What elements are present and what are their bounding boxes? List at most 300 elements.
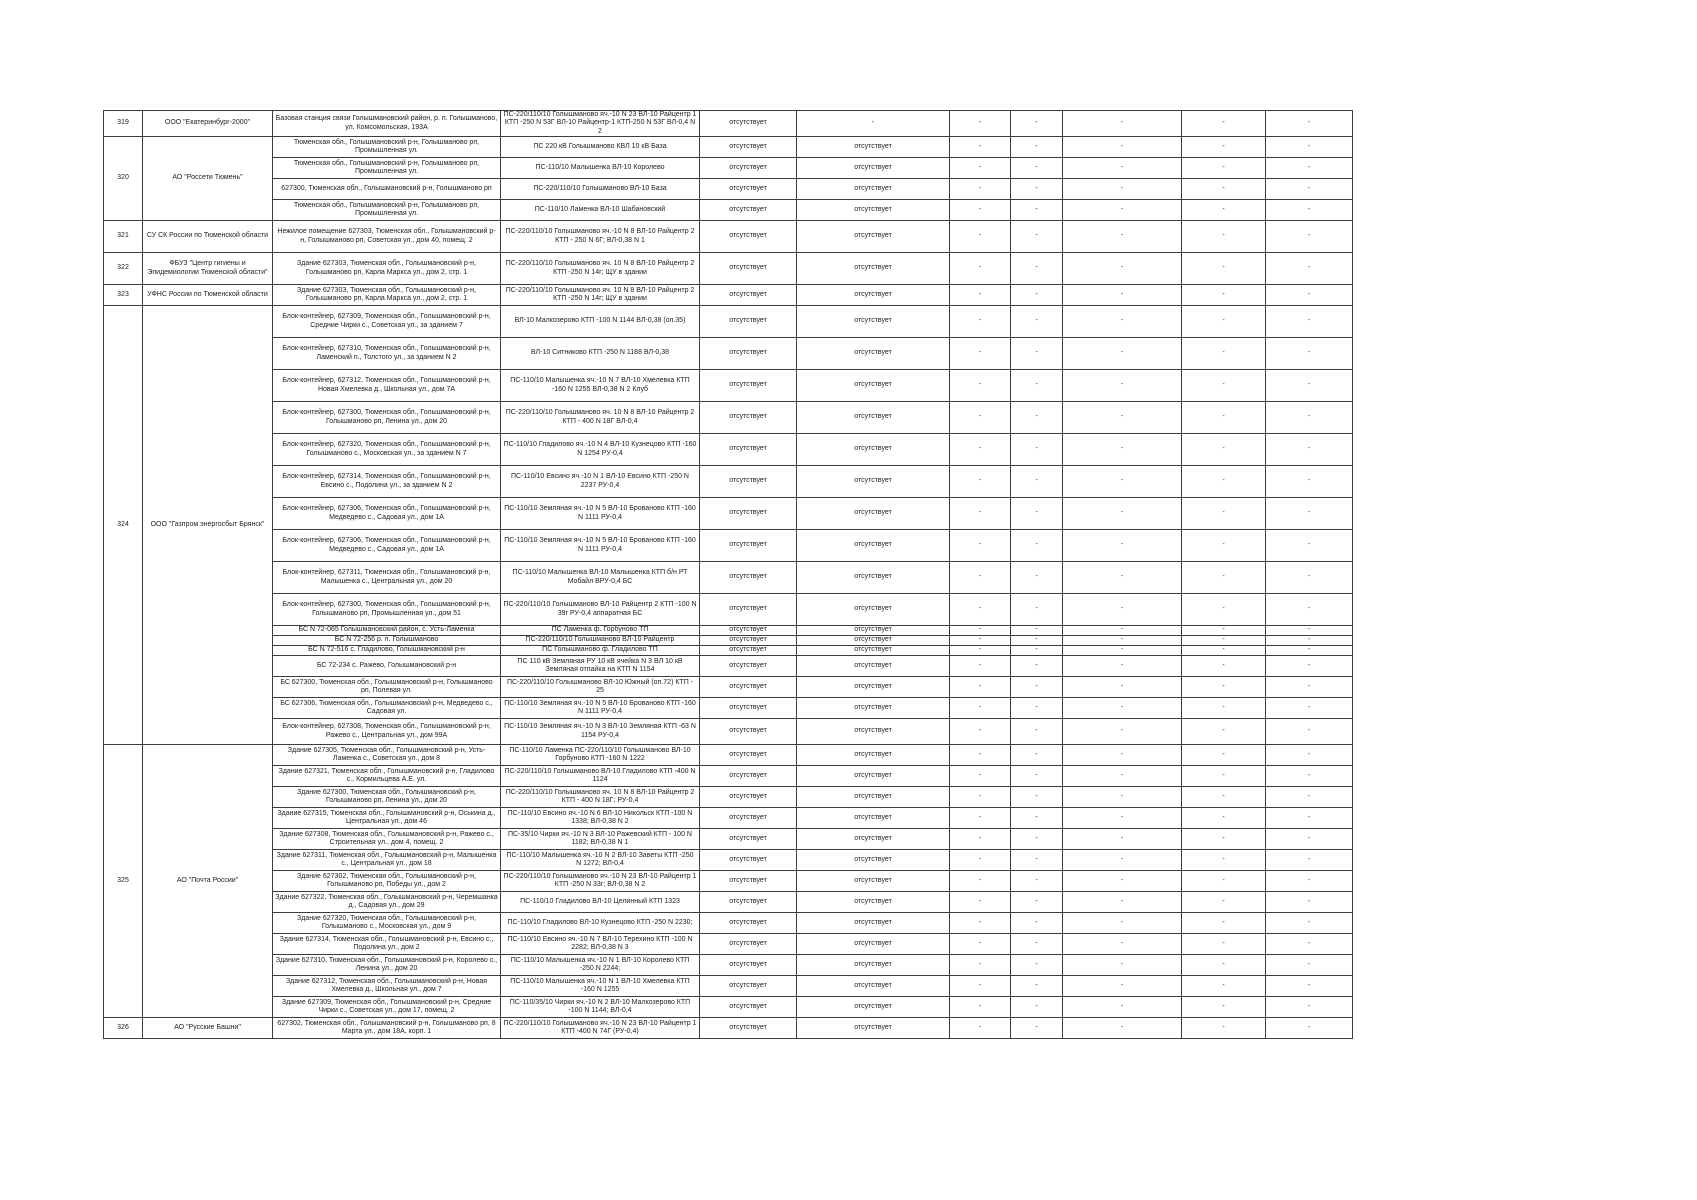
power-line-cell: ПС-220/110/10 Голышманово яч.-10 N 23 ВЛ-10 Райцентр 1 КТП -250 N 53Г ВЛ-10 Райцентр-1 КТП-250 N 53Г ВЛ-0,4 N 2	[501, 111, 700, 137]
status-cell: отсутствует	[700, 434, 797, 466]
organization-cell: ООО "Екатеринбург-2000"	[143, 111, 273, 137]
col8-cell: -	[1011, 111, 1063, 137]
status-cell: отсутствует	[700, 338, 797, 370]
col9-cell: -	[1063, 997, 1182, 1018]
row-number-cell: 319	[104, 111, 143, 137]
status2-cell: отсутствует	[797, 698, 950, 719]
col9-cell: -	[1063, 955, 1182, 976]
col7-cell: -	[950, 179, 1011, 200]
power-line-cell: ПС-220/110/10 Голышманово ВЛ-10 База	[501, 179, 700, 200]
col8-cell: -	[1011, 338, 1063, 370]
col11-cell: -	[1266, 402, 1353, 434]
col8-cell: -	[1011, 158, 1063, 179]
col10-cell: -	[1182, 719, 1266, 745]
table-row	[104, 892, 1353, 913]
status-cell: отсутствует	[700, 850, 797, 871]
status2-cell: отсутствует	[797, 719, 950, 745]
col7-cell: -	[950, 787, 1011, 808]
col11-cell: -	[1266, 787, 1353, 808]
status-cell: отсутствует	[700, 402, 797, 434]
status2-cell: отсутствует	[797, 338, 950, 370]
status2-cell: -	[797, 111, 950, 137]
status2-cell: отсутствует	[797, 787, 950, 808]
status-cell: отсутствует	[700, 636, 797, 646]
col10-cell: -	[1182, 221, 1266, 253]
row-number-cell: 322	[104, 253, 143, 285]
power-line-cell: ПС-110/10 Ламенка ВЛ-10 Шабановский	[501, 200, 700, 221]
address-cell: Здание 627300, Тюменская обл., Голышмановский р-н, Голышманово рп, Ленина ул., дом 20	[273, 787, 501, 808]
table-row	[104, 976, 1353, 997]
col8-cell: -	[1011, 787, 1063, 808]
status-cell: отсутствует	[700, 871, 797, 892]
col10-cell: -	[1182, 158, 1266, 179]
status-cell: отсутствует	[700, 656, 797, 677]
status2-cell: отсутствует	[797, 562, 950, 594]
address-cell: БС N 72-516 с. Гладилово, Голышмановский р-н	[273, 646, 501, 656]
table-body	[104, 111, 1353, 1039]
table-row	[104, 808, 1353, 829]
address-cell: Блок-контейнер, 627306, Тюменская обл., Голышмановский р-н, Медведево с., Садовая ул., дом 1А	[273, 498, 501, 530]
col11-cell: -	[1266, 626, 1353, 636]
col9-cell: -	[1063, 253, 1182, 285]
status2-cell: отсутствует	[797, 636, 950, 646]
col8-cell: -	[1011, 530, 1063, 562]
col11-cell: -	[1266, 137, 1353, 158]
col11-cell: -	[1266, 594, 1353, 626]
col11-cell: -	[1266, 934, 1353, 955]
table-row	[104, 1018, 1353, 1039]
col8-cell: -	[1011, 850, 1063, 871]
col8-cell: -	[1011, 766, 1063, 787]
power-line-cell: ПС-110/10 Малышенка яч.-10 N 2 ВЛ-10 Заветы КТП -250 N 1272; ВЛ-0,4	[501, 850, 700, 871]
col9-cell: -	[1063, 200, 1182, 221]
power-line-cell: ПС-220/110/10 Голышманово яч. 10 N 8 ВЛ-10 Райцентр 2 КТП - 400 N 18Г ВЛ-0,4	[501, 402, 700, 434]
col11-cell: -	[1266, 808, 1353, 829]
col10-cell: -	[1182, 636, 1266, 646]
power-line-cell: ПС-220/110/10 Голышманово ВЛ-10 Райцентр	[501, 636, 700, 646]
status2-cell: отсутствует	[797, 656, 950, 677]
power-line-cell: ПС 110 кВ Земляная РУ 10 кВ ячейка N 3 ВЛ 10 кВ Земляная отпайка на КТП N 1154	[501, 656, 700, 677]
col9-cell: -	[1063, 766, 1182, 787]
row-number-cell: 323	[104, 285, 143, 306]
col11-cell: -	[1266, 745, 1353, 766]
col7-cell: -	[950, 530, 1011, 562]
col9-cell: -	[1063, 829, 1182, 850]
power-line-cell: ПС-110/10 Малышенка яч.-10 N 7 ВЛ-10 Хмелевка КТП -160 N 1255 ВЛ-0,38 N 2 Клуб	[501, 370, 700, 402]
address-cell: Блок-контейнер, 627311, Тюменская обл., Голышмановский р-н, Малышенка с., Центральная ул., дом 20	[273, 562, 501, 594]
address-cell: Здание 627309, Тюменская обл., Голышмановский р-н, Средние Чирки с., Советская ул., дом 17, помещ. 2	[273, 997, 501, 1018]
address-cell: Здание 627321, Тюменская обл., Голышмановский р-н, Гладилово с., Кормильцева А.Е. ул.	[273, 766, 501, 787]
status-cell: отсутствует	[700, 137, 797, 158]
col10-cell: -	[1182, 656, 1266, 677]
col9-cell: -	[1063, 285, 1182, 306]
col8-cell: -	[1011, 402, 1063, 434]
row-number-cell: 326	[104, 1018, 143, 1039]
col11-cell: -	[1266, 285, 1353, 306]
table-row	[104, 719, 1353, 745]
col9-cell: -	[1063, 434, 1182, 466]
table-row	[104, 179, 1353, 200]
col8-cell: -	[1011, 466, 1063, 498]
col9-cell: -	[1063, 892, 1182, 913]
status-cell: отсутствует	[700, 766, 797, 787]
col10-cell: -	[1182, 626, 1266, 636]
power-line-cell: ПС Ламенка ф. Горбуново ТП	[501, 626, 700, 636]
col7-cell: -	[950, 871, 1011, 892]
power-line-cell: ПС-110/10 Евсино яч.-10 N 1 ВЛ-10 Евсино КТП -250 N 2237 РУ-0,4	[501, 466, 700, 498]
col9-cell: -	[1063, 745, 1182, 766]
status2-cell: отсутствует	[797, 137, 950, 158]
col10-cell: -	[1182, 200, 1266, 221]
col8-cell: -	[1011, 976, 1063, 997]
col7-cell: -	[950, 850, 1011, 871]
col10-cell: -	[1182, 111, 1266, 137]
address-cell: Блок-контейнер, 627300, Тюменская обл., Голышмановский р-н, Голышманово рп, Ленина ул., дом 20	[273, 402, 501, 434]
status-cell: отсутствует	[700, 646, 797, 656]
col10-cell: -	[1182, 562, 1266, 594]
table-row	[104, 955, 1353, 976]
address-cell: БС 627306, Тюменская обл., Голышмановский р-н, Медведево с., Садовая ул.	[273, 698, 501, 719]
col10-cell: -	[1182, 871, 1266, 892]
col11-cell: -	[1266, 434, 1353, 466]
col7-cell: -	[950, 892, 1011, 913]
address-cell: Блок-контейнер, 627312, Тюменская обл., Голышмановский р-н, Новая Хмелевка д., Школьная ул., дом 7А	[273, 370, 501, 402]
power-line-cell: ПС-110/10 Гладилово ВЛ-10 Целинный КТП 1323	[501, 892, 700, 913]
address-cell: Тюменская обл., Голышмановский р-н, Голышманово рп, Промышленная ул.	[273, 137, 501, 158]
col11-cell: -	[1266, 530, 1353, 562]
col8-cell: -	[1011, 745, 1063, 766]
col11-cell: -	[1266, 179, 1353, 200]
status-cell: отсутствует	[700, 370, 797, 402]
col9-cell: -	[1063, 306, 1182, 338]
power-line-cell: ВЛ-10 Малкозерово КТП -100 N 1144 ВЛ-0,38 (оп.35)	[501, 306, 700, 338]
col11-cell: -	[1266, 370, 1353, 402]
status2-cell: отсутствует	[797, 871, 950, 892]
table-row	[104, 137, 1353, 158]
status2-cell: отсутствует	[797, 498, 950, 530]
status-cell: отсутствует	[700, 997, 797, 1018]
status-cell: отсутствует	[700, 719, 797, 745]
col7-cell: -	[950, 200, 1011, 221]
col8-cell: -	[1011, 871, 1063, 892]
address-cell: Здание 627311, Тюменская обл., Голышмановский р-н, Малышенка с., Центральная ул., дом 18	[273, 850, 501, 871]
col10-cell: -	[1182, 698, 1266, 719]
col10-cell: -	[1182, 402, 1266, 434]
col8-cell: -	[1011, 221, 1063, 253]
status2-cell: отсутствует	[797, 402, 950, 434]
col7-cell: -	[950, 636, 1011, 646]
col9-cell: -	[1063, 466, 1182, 498]
col11-cell: -	[1266, 111, 1353, 137]
status2-cell: отсутствует	[797, 934, 950, 955]
col10-cell: -	[1182, 466, 1266, 498]
col10-cell: -	[1182, 934, 1266, 955]
col11-cell: -	[1266, 306, 1353, 338]
address-cell: БС 627300, Тюменская обл., Голышмановский р-н, Голышманово рп, Полевая ул.	[273, 677, 501, 698]
col9-cell: -	[1063, 1018, 1182, 1039]
col8-cell: -	[1011, 934, 1063, 955]
power-line-cell: ПС-110/10 Гладилово яч.-10 N 4 ВЛ-10 Кузнецово КТП -160 N 1254 РУ-0,4	[501, 434, 700, 466]
col8-cell: -	[1011, 626, 1063, 636]
col7-cell: -	[950, 719, 1011, 745]
col7-cell: -	[950, 698, 1011, 719]
status-cell: отсутствует	[700, 955, 797, 976]
col9-cell: -	[1063, 656, 1182, 677]
status-cell: отсутствует	[700, 285, 797, 306]
table-row	[104, 636, 1353, 646]
col7-cell: -	[950, 913, 1011, 934]
table-row	[104, 285, 1353, 306]
table-row	[104, 498, 1353, 530]
power-line-cell: ПС 220 кВ Голышманово КВЛ 10 кВ База	[501, 137, 700, 158]
table-row	[104, 913, 1353, 934]
col9-cell: -	[1063, 871, 1182, 892]
col9-cell: -	[1063, 934, 1182, 955]
address-cell: Блок-контейнер, 627314, Тюменская обл., Голышмановский р-н, Евсино с., Подолина ул., за зданием N 2	[273, 466, 501, 498]
col11-cell: -	[1266, 466, 1353, 498]
status-cell: отсутствует	[700, 787, 797, 808]
col11-cell: -	[1266, 913, 1353, 934]
address-cell: Блок-контейнер, 627308, Тюменская обл., Голышмановский р-н, Ражево с., Центральная ул., дом 99А	[273, 719, 501, 745]
status-cell: отсутствует	[700, 594, 797, 626]
address-cell: Здание 627302, Тюменская обл., Голышмановский р-н, Голышманово рп, Победы ул., дом 2	[273, 871, 501, 892]
address-cell: 627300, Тюменская обл., Голышмановский р-н, Голышманово рп	[273, 179, 501, 200]
col8-cell: -	[1011, 562, 1063, 594]
col7-cell: -	[950, 434, 1011, 466]
col9-cell: -	[1063, 719, 1182, 745]
col9-cell: -	[1063, 646, 1182, 656]
col11-cell: -	[1266, 221, 1353, 253]
status-cell: отсутствует	[700, 698, 797, 719]
col8-cell: -	[1011, 306, 1063, 338]
row-number-cell: 325	[104, 745, 143, 1018]
col7-cell: -	[950, 646, 1011, 656]
col10-cell: -	[1182, 829, 1266, 850]
registry-table	[103, 110, 1353, 1039]
power-line-cell: ПС-110/10 Евсино яч.-10 N 6 ВЛ-10 Никольск КТП -100 N 1338; ВЛ-0,38 N 2	[501, 808, 700, 829]
table-row	[104, 402, 1353, 434]
col10-cell: -	[1182, 745, 1266, 766]
organization-cell: УФНС России по Тюменской области	[143, 285, 273, 306]
status2-cell: отсутствует	[797, 158, 950, 179]
power-line-cell: ПС-110/10 Земляная яч.-10 N 5 ВЛ-10 Брованово КТП -160 N 1111 РУ-0,4	[501, 530, 700, 562]
power-line-cell: ПС-110/10 Земляная яч.-10 N 5 ВЛ-10 Брованово КТП -160 N 1111 РУ-0,4	[501, 698, 700, 719]
col9-cell: -	[1063, 158, 1182, 179]
status-cell: отсутствует	[700, 934, 797, 955]
table-row	[104, 829, 1353, 850]
col11-cell: -	[1266, 498, 1353, 530]
col10-cell: -	[1182, 594, 1266, 626]
table-row	[104, 594, 1353, 626]
col8-cell: -	[1011, 913, 1063, 934]
status-cell: отсутствует	[700, 808, 797, 829]
status2-cell: отсутствует	[797, 285, 950, 306]
power-line-cell: ВЛ-10 Ситниково КТП -250 N 1188 ВЛ-0,38	[501, 338, 700, 370]
organization-cell: ФБУЗ "Центр гигиены и Эпидемиологии Тюменской области"	[143, 253, 273, 285]
col7-cell: -	[950, 221, 1011, 253]
col9-cell: -	[1063, 636, 1182, 646]
col9-cell: -	[1063, 338, 1182, 370]
col8-cell: -	[1011, 829, 1063, 850]
col10-cell: -	[1182, 766, 1266, 787]
col10-cell: -	[1182, 955, 1266, 976]
table-row	[104, 766, 1353, 787]
power-line-cell: ПС Голышманово ф. Гладилово ТП	[501, 646, 700, 656]
col10-cell: -	[1182, 498, 1266, 530]
col7-cell: -	[950, 808, 1011, 829]
col9-cell: -	[1063, 370, 1182, 402]
col7-cell: -	[950, 976, 1011, 997]
col7-cell: -	[950, 997, 1011, 1018]
status2-cell: отсутствует	[797, 646, 950, 656]
address-cell: Здание 627303, Тюменская обл., Голышмановский р-н, Голышманово рп, Карла Маркса ул., дом 2, стр. 1	[273, 253, 501, 285]
table-row	[104, 871, 1353, 892]
address-cell: Блок-контейнер, 627310, Тюменская обл., Голышмановский р-н, Ламенский п., Толстого ул., за зданием N 2	[273, 338, 501, 370]
col11-cell: -	[1266, 850, 1353, 871]
status2-cell: отсутствует	[797, 808, 950, 829]
status-cell: отсутствует	[700, 200, 797, 221]
power-line-cell: ПС-110/10 Евсино яч.-10 N 7 ВЛ-10 Терехино КТП -100 N 2282; ВЛ-0,38 N 3	[501, 934, 700, 955]
col9-cell: -	[1063, 562, 1182, 594]
col8-cell: -	[1011, 1018, 1063, 1039]
address-cell: БС N 72-065 Голышмановский район, с. Усть-Ламенка	[273, 626, 501, 636]
address-cell: Блок-контейнер, 627309, Тюменская обл., Голышмановский р-н, Средние Чирки с., Советская ул., за зданием 7	[273, 306, 501, 338]
table-row	[104, 934, 1353, 955]
status-cell: отсутствует	[700, 530, 797, 562]
col9-cell: -	[1063, 221, 1182, 253]
power-line-cell: ПС-220/110/10 Голышманово яч.-10 N 23 ВЛ-10 Райцентр 1 КТП -250 N 33г; ВЛ-0,38 N 2	[501, 871, 700, 892]
status-cell: отсутствует	[700, 677, 797, 698]
col10-cell: -	[1182, 646, 1266, 656]
col8-cell: -	[1011, 253, 1063, 285]
power-line-cell: ПС-110/10 Земляная яч.-10 N 5 ВЛ-10 Брованово КТП -160 N 1111 РУ-0,4	[501, 498, 700, 530]
col7-cell: -	[950, 111, 1011, 137]
col7-cell: -	[950, 594, 1011, 626]
address-cell: Здание 627322, Тюменская обл., Голышмановский р-н, Черемшанка д., Садовая ул., дом 29	[273, 892, 501, 913]
col9-cell: -	[1063, 698, 1182, 719]
col11-cell: -	[1266, 677, 1353, 698]
col7-cell: -	[950, 745, 1011, 766]
status-cell: отсутствует	[700, 829, 797, 850]
col7-cell: -	[950, 656, 1011, 677]
status-cell: отсутствует	[700, 306, 797, 338]
table-row	[104, 466, 1353, 498]
table-row	[104, 370, 1353, 402]
col8-cell: -	[1011, 434, 1063, 466]
col10-cell: -	[1182, 892, 1266, 913]
table-row	[104, 626, 1353, 636]
col10-cell: -	[1182, 997, 1266, 1018]
col9-cell: -	[1063, 111, 1182, 137]
col8-cell: -	[1011, 370, 1063, 402]
status-cell: отсутствует	[700, 745, 797, 766]
col9-cell: -	[1063, 976, 1182, 997]
col7-cell: -	[950, 829, 1011, 850]
status2-cell: отсутствует	[797, 850, 950, 871]
col10-cell: -	[1182, 913, 1266, 934]
col11-cell: -	[1266, 955, 1353, 976]
table-row	[104, 434, 1353, 466]
power-line-cell: ПС-110/10 Ламенка ПС-220/110/10 Голышманово ВЛ-10 Горбуново КТП -160 N 1222	[501, 745, 700, 766]
col8-cell: -	[1011, 892, 1063, 913]
power-line-cell: ПС-35/10 Чирки яч.-10 N 3 ВЛ-10 Ражевский КТП - 100 N 1182; ВЛ-0,38 N 1	[501, 829, 700, 850]
col11-cell: -	[1266, 338, 1353, 370]
col7-cell: -	[950, 562, 1011, 594]
table-row	[104, 158, 1353, 179]
col9-cell: -	[1063, 594, 1182, 626]
power-line-cell: ПС-110/10 Малышенка яч.-10 N 1 ВЛ-10 Хмелевка КТП -160 N 1255	[501, 976, 700, 997]
col7-cell: -	[950, 285, 1011, 306]
col11-cell: -	[1266, 1018, 1353, 1039]
col11-cell: -	[1266, 158, 1353, 179]
power-line-cell: ПС-220/110/10 Голышманово яч.-10 N 23 ВЛ-10 Райцентр 1 КТП -400 N 74Г (РУ-0,4)	[501, 1018, 700, 1039]
col9-cell: -	[1063, 808, 1182, 829]
col8-cell: -	[1011, 955, 1063, 976]
status2-cell: отсутствует	[797, 530, 950, 562]
power-line-cell: ПС-220/110/10 Голышманово яч. 10 N 8 ВЛ-10 Райцентр 2 КТП - 400 N 18Г; РУ-0,4	[501, 787, 700, 808]
col11-cell: -	[1266, 562, 1353, 594]
col11-cell: -	[1266, 892, 1353, 913]
power-line-cell: ПС-220/110/10 Голышманово ВЛ-10 Гладилово КТП -400 N 1124	[501, 766, 700, 787]
col10-cell: -	[1182, 306, 1266, 338]
status2-cell: отсутствует	[797, 766, 950, 787]
status-cell: отсутствует	[700, 626, 797, 636]
col7-cell: -	[950, 677, 1011, 698]
table-row	[104, 997, 1353, 1018]
status2-cell: отсутствует	[797, 976, 950, 997]
col8-cell: -	[1011, 498, 1063, 530]
address-cell: Здание 627314, Тюменская обл., Голышмановский р-н, Евсино с., Подолина ул., дом 2	[273, 934, 501, 955]
table-row	[104, 200, 1353, 221]
col8-cell: -	[1011, 285, 1063, 306]
col9-cell: -	[1063, 498, 1182, 530]
power-line-cell: ПС-220/110/10 Голышманово ВЛ-10 Райцентр 2 КТП -100 N 39г РУ-0,4 аппаратная БС	[501, 594, 700, 626]
power-line-cell: ПС-220/110/10 Голышманово яч. 10 N 8 ВЛ-10 Райцентр 2 КТП -250 N 14г; ЩУ в здании	[501, 285, 700, 306]
address-cell: Тюменская обл., Голышмановский р-н, Голышманово рп, Промышленная ул.	[273, 200, 501, 221]
col8-cell: -	[1011, 646, 1063, 656]
status2-cell: отсутствует	[797, 745, 950, 766]
power-line-cell: ПС-110/10 Малышенка ВЛ-10 Королево	[501, 158, 700, 179]
col9-cell: -	[1063, 530, 1182, 562]
power-line-cell: ПС-110/35/10 Чирки яч.-10 N 2 ВЛ-10 Малкозерово КТП -100 N 1144; ВЛ-0,4	[501, 997, 700, 1018]
address-cell: Здание 627303, Тюменская обл., Голышмановский р-н, Голышманово рп, Карла Маркса ул., дом 2, стр. 1	[273, 285, 501, 306]
col7-cell: -	[950, 158, 1011, 179]
col7-cell: -	[950, 934, 1011, 955]
table-row	[104, 656, 1353, 677]
col7-cell: -	[950, 466, 1011, 498]
col8-cell: -	[1011, 594, 1063, 626]
table-row	[104, 787, 1353, 808]
status-cell: отсутствует	[700, 1018, 797, 1039]
status-cell: отсутствует	[700, 253, 797, 285]
address-cell: Блок-контейнер, 627306, Тюменская обл., Голышмановский р-н, Медведево с., Садовая ул., дом 1А	[273, 530, 501, 562]
address-cell: БС 72-234 с. Ражево, Голышмановский р-н	[273, 656, 501, 677]
col9-cell: -	[1063, 626, 1182, 636]
address-cell: Блок-контейнер, 627320, Тюменская обл., Голышмановский р-н, Голышманово с., Московская ул., за зданием N 7	[273, 434, 501, 466]
status2-cell: отсутствует	[797, 306, 950, 338]
status2-cell: отсутствует	[797, 829, 950, 850]
col11-cell: -	[1266, 636, 1353, 646]
status2-cell: отсутствует	[797, 892, 950, 913]
col10-cell: -	[1182, 808, 1266, 829]
table-row	[104, 338, 1353, 370]
col8-cell: -	[1011, 636, 1063, 646]
col11-cell: -	[1266, 253, 1353, 285]
col10-cell: -	[1182, 137, 1266, 158]
table-row	[104, 221, 1353, 253]
col9-cell: -	[1063, 913, 1182, 934]
organization-cell: СУ СК России по Тюменской области	[143, 221, 273, 253]
